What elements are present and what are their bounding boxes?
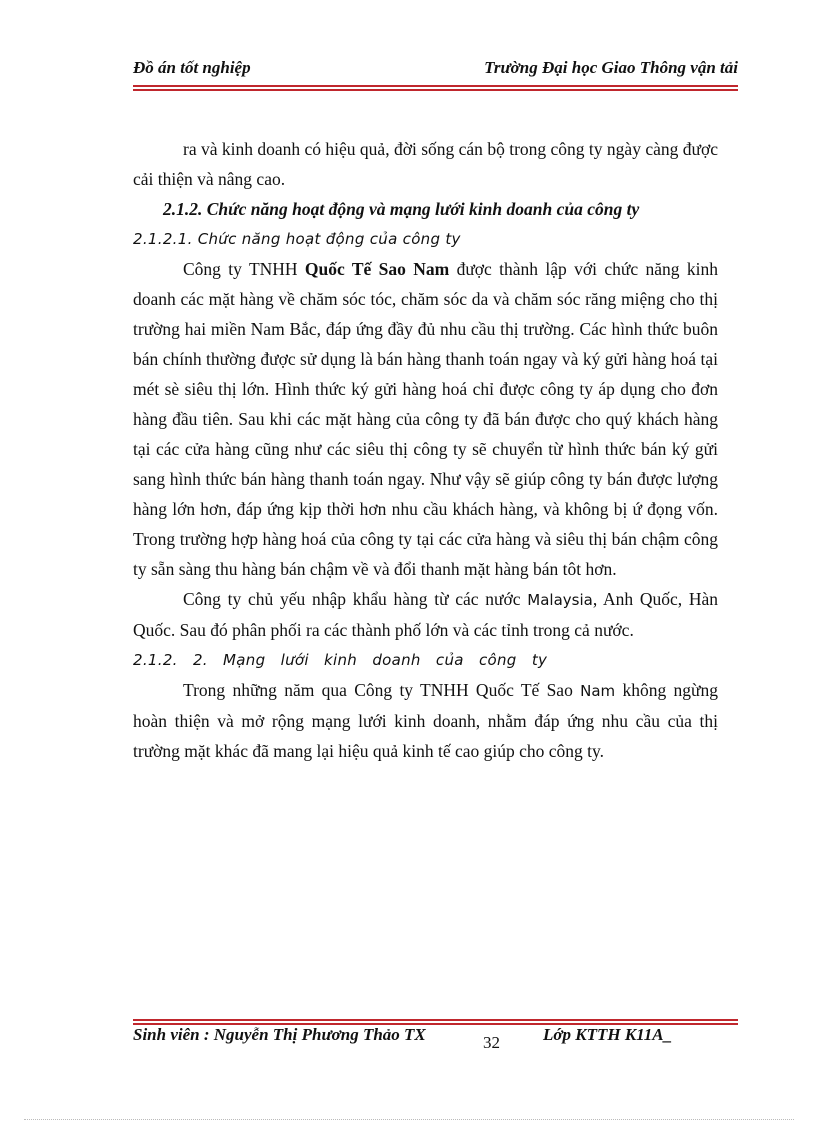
page-bottom-dotted-line (24, 1119, 794, 1120)
heading-2-1-2-1: 2.1.2.1. Chức năng hoạt động của công ty (133, 230, 461, 248)
page-number: 32 (483, 1033, 500, 1052)
paragraph-function (133, 254, 718, 584)
country-malaysia: Malaysia (527, 591, 593, 609)
header-rule-top (133, 85, 738, 87)
company-name-bold: Quốc Tế Sao Nam (304, 259, 450, 279)
body-content (133, 134, 718, 766)
heading-2-1-2-2: 2.1.2. 2. Mạng lưới kinh doanh của công ty (133, 651, 548, 669)
paragraph-intro: ra và kinh doanh có hiệu quả, đời sống cán bộ trong công ty ngày càng được cải thiện và nâng cao. (133, 139, 718, 189)
header-rule-bottom (133, 89, 738, 91)
word-nam: Nam (580, 682, 616, 700)
p3-text-b: , Anh Quốc, Hàn Quốc. Sau đó phân phối ra các thành phố lớn và các tỉnh trong cả nước. (133, 589, 719, 640)
page-footer (133, 1025, 738, 1075)
footer-student-name: Sinh viên : Nguyễn Thị Phương Thảo TX (133, 1025, 426, 1044)
p4-text-a: Trong những năm qua Công ty TNHH Quốc Tế Sao (183, 680, 581, 700)
footer-class: Lớp KTTH K11A_ (543, 1025, 673, 1044)
footer-rule-top (133, 1019, 738, 1021)
page-header (133, 58, 738, 82)
heading-2-1-2: 2.1.2. Chức năng hoạt động và mạng lưới kinh doanh của công ty (163, 199, 640, 219)
paragraph-network (133, 675, 718, 766)
p2-text-b: được thành lập với chức năng kinh doanh các mặt hàng về chăm sóc tóc, chăm sóc da và chăm sóc răng miệng cho thị trường hai miền Nam Bắc, đáp ứng đầy đủ nhu cầu thị trường. Các hình thức buôn bán chính thường được sử dụng là bán hàng thanh toán ngay và ký gửi hàng hoá tại mét sè siêu thị lớn. Hình thức ký gửi hàng hoá chỉ được công ty áp dụng cho đơn hàng đầu tiên. Sau khi các mặt hàng của công ty đã bán được cho quý khách hàng tại các cửa hàng cũng như các siêu thị công ty sẽ chuyển từ hình thức bán ký gửi sang hình thức bán hàng thanh toán ngay. Như vậy sẽ giúp công ty bán được lượng hàng lớn hơn, đáp ứng kịp thời hơn nhu cầu khách hàng, và không bị ứ đọng vốn. Trong trường hợp hàng hoá của công ty tại các cửa hàng và siêu thị bán chậm công ty sẵn sàng thu hàng bán chậm về và đổi thanh mặt hàng bán tôt hơn. (133, 259, 719, 579)
p3-text-a: Công ty chủ yếu nhập khẩu hàng từ các nước (183, 589, 528, 609)
p2-text-a: Công ty TNHH (183, 259, 305, 279)
p4-text-b: không ngừng hoàn thiện và mở rộng mạng lưới kinh doanh, nhằm đáp ứng nhu cầu của thị trường mặt khác đã mang lại hiệu quả kinh tế cao giúp cho công ty. (133, 680, 718, 761)
header-thesis-title: Đồ án tốt nghiệp (133, 58, 251, 77)
paragraph-import (133, 584, 718, 645)
header-university: Trường Đại học Giao Thông vận tải (484, 58, 738, 77)
